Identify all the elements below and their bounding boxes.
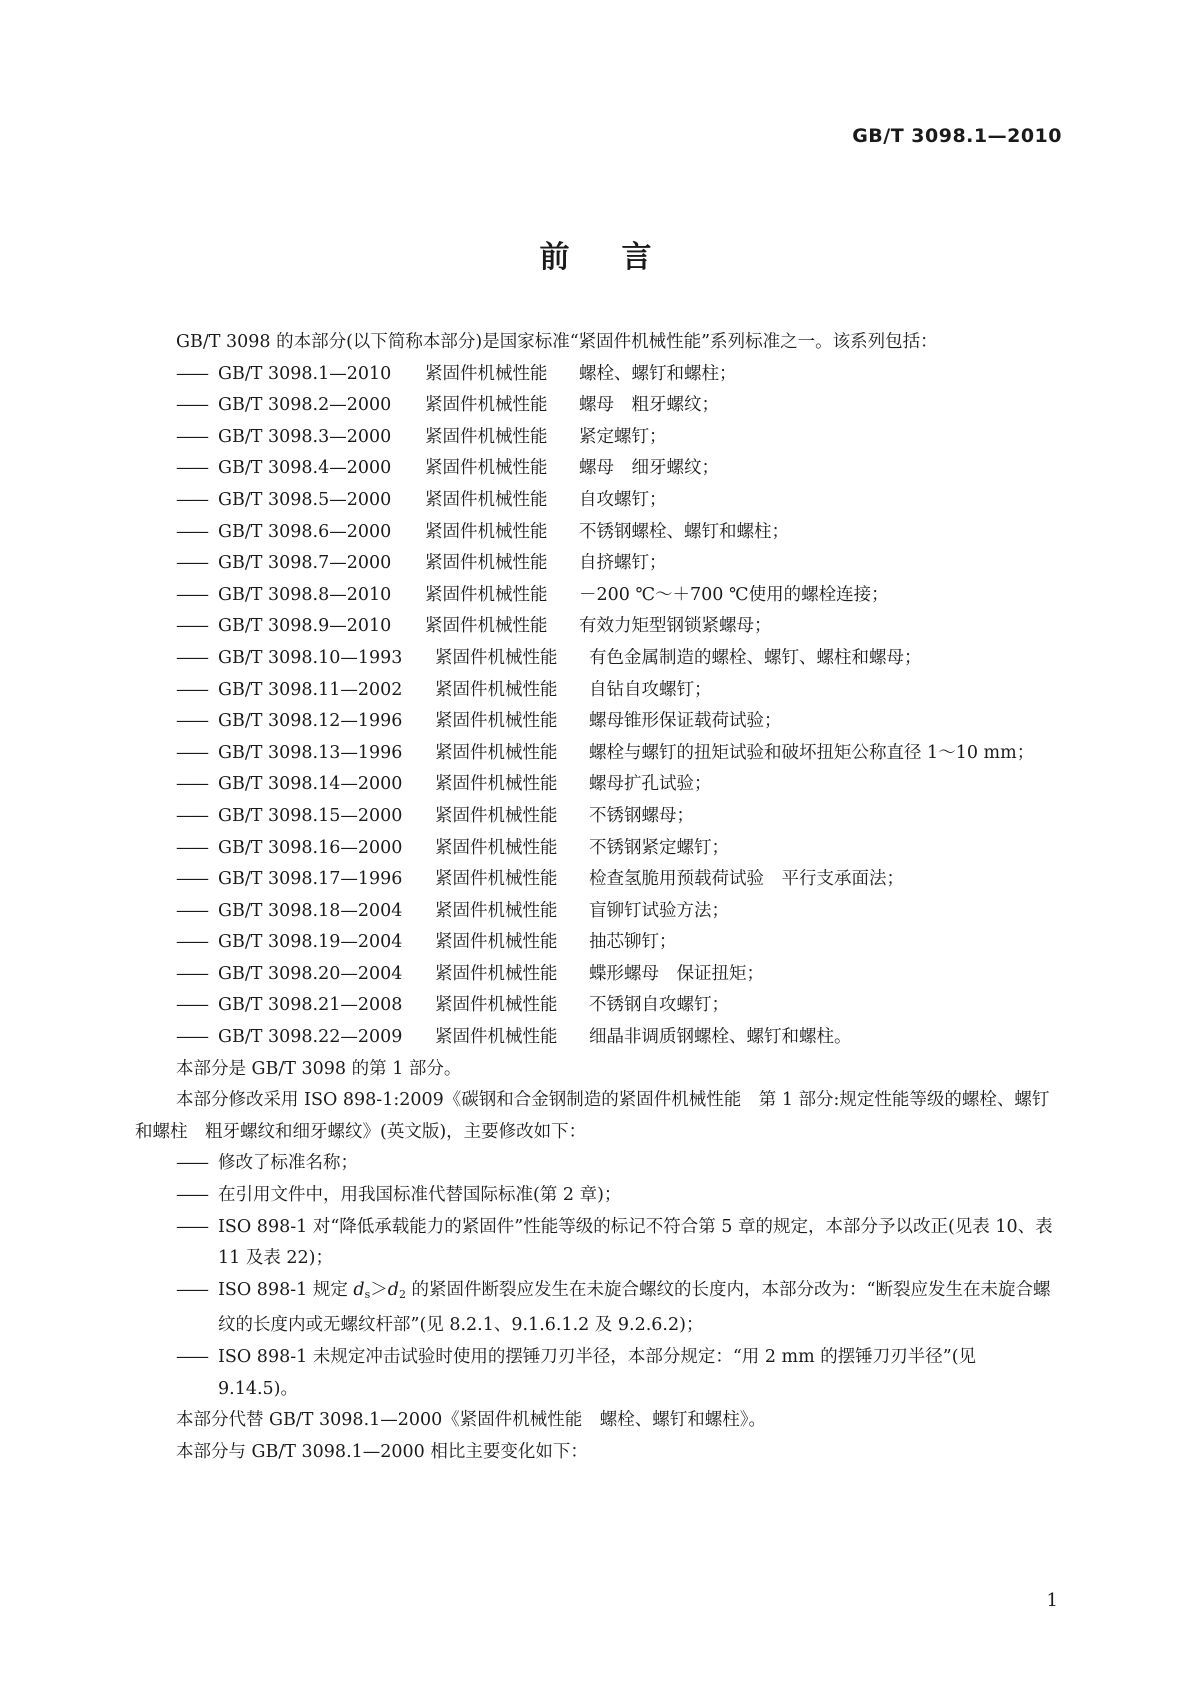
dash-marker: —— [176,932,207,953]
standard-subject: 螺母锥形保证载荷试验； [589,711,782,732]
series-item [135,864,1055,896]
series-item [135,422,1055,454]
dash-marker: —— [176,837,207,858]
series-list [135,359,1055,1054]
standard-code: GB/T 3098.1—2010 [218,363,392,384]
standard-category: 紧固件机械性能 [435,995,558,1016]
dash-marker: —— [176,363,207,384]
standard-category: 紧固件机械性能 [425,616,548,637]
standard-subject: 抽芯铆钉； [589,932,677,953]
standard-category: 紧固件机械性能 [425,426,548,447]
standard-subject: 螺母 粗牙螺纹； [579,395,719,416]
dash-marker: —— [176,1153,207,1174]
standard-code: GB/T 3098.19—2004 [218,932,403,953]
standard-category: 紧固件机械性能 [425,363,548,384]
title-char-2: 言 [621,240,652,275]
series-item [135,896,1055,928]
dash-marker: —— [176,489,207,510]
standard-subject: 自钻自攻螺钉； [589,679,712,700]
dash-marker: —— [176,458,207,479]
standard-category: 紧固件机械性能 [435,1027,558,1048]
standard-category: 紧固件机械性能 [435,932,558,953]
standard-code: GB/T 3098.21—2008 [218,995,403,1016]
changes-statement: 本部分与 GB/T 3098.1—2000 相比主要变化如下： [176,1441,588,1462]
standard-subject: －200 ℃～＋700 ℃使用的螺栓连接； [579,584,889,605]
dash-marker: —— [176,679,207,700]
modification-item [135,1180,1055,1212]
standard-code: GB/T 3098.9—2010 [218,616,392,637]
dash-marker: —— [176,711,207,732]
standard-subject: 盲铆钉试验方法； [589,900,729,921]
dash-marker: —— [176,647,207,668]
foreword-body [135,327,1055,1468]
dash-marker: —— [176,395,207,416]
modification-text-start: ISO 898-1 规定 [218,1279,354,1300]
series-item [135,927,1055,959]
standard-category: 紧固件机械性能 [435,963,558,984]
series-item [135,390,1055,422]
subscript-2: 2 [398,1287,406,1301]
modification-item [135,1148,1055,1180]
series-item [135,706,1055,738]
intro-paragraph: GB/T 3098 的本部分(以下简称本部分)是国家标准“紧固件机械性能”系列标准之一。该系列包括： [176,332,938,352]
iso-statement: 本部分修改采用 ISO 898-1:2009《碳钢和合金钢制造的紧固件机械性能 第 1 部分:规定性能等级的螺栓、螺钉和螺柱 粗牙螺纹和细牙螺纹》(英文版)，主要修改如下： [135,1090,1050,1142]
dash-marker: —— [176,995,207,1016]
standard-code: GB/T 3098.6—2000 [218,521,392,542]
standard-code: GB/T 3098.15—2000 [218,805,403,826]
series-item [135,548,1055,580]
series-item [135,643,1055,675]
dash-marker: —— [176,869,207,890]
page-number: 1 [1046,1590,1058,1611]
title-char-1: 前 [539,240,570,275]
dash-marker: —— [176,900,207,921]
series-item [135,769,1055,801]
modification-item [135,1342,1055,1405]
dash-marker: —— [176,584,207,605]
standard-code: GB/T 3098.7—2000 [218,553,392,574]
series-item [135,517,1055,549]
subscript-s: s [364,1287,371,1301]
standard-code: GB/T 3098.14—2000 [218,774,403,795]
symbol-d: d [353,1279,365,1300]
modification-item [135,1275,1055,1342]
modification-text [218,1275,1055,1342]
dash-marker: —— [176,521,207,542]
standard-subject: 细晶非调质钢螺栓、螺钉和螺柱。 [589,1027,852,1048]
series-item [135,959,1055,991]
standard-subject: 螺母 细牙螺纹； [579,458,719,479]
series-item [135,1022,1055,1054]
modification-text-end: 的紧固件断裂应发生在未旋合螺纹的长度内，本部分改为：“断裂应发生在未旋合螺纹的长度内或无螺纹杆部”(见 8.2.1、9.1.6.1.2 及 9.2.6.2)； [218,1279,1051,1336]
standard-category: 紧固件机械性能 [435,837,558,858]
standard-code: GB/T 3098.11—2002 [218,679,403,700]
standard-code: GB/T 3098.5—2000 [218,489,392,510]
series-item [135,738,1055,770]
standard-subject: 自挤螺钉； [579,553,667,574]
standard-code: GB/T 3098.4—2000 [218,458,392,479]
series-item [135,990,1055,1022]
standard-code: GB/T 3098.2—2000 [218,395,392,416]
standard-subject: 自攻螺钉； [579,489,667,510]
standard-code: GB/T 3098.20—2004 [218,963,403,984]
series-item [135,580,1055,612]
standard-subject: 不锈钢螺母； [589,805,694,826]
series-item [135,485,1055,517]
standard-category: 紧固件机械性能 [425,553,548,574]
dash-marker: —— [176,963,207,984]
standard-category: 紧固件机械性能 [425,458,548,479]
standard-code: GB/T 3098.22—2009 [218,1027,403,1048]
standard-category: 紧固件机械性能 [435,869,558,890]
standard-category: 紧固件机械性能 [435,900,558,921]
dash-marker: —— [176,1279,207,1300]
dash-marker: —— [176,1347,207,1367]
series-item [135,359,1055,391]
modification-text: 在引用文件中，用我国标准代替国际标准(第 2 章)； [218,1185,622,1206]
standard-subject: 螺栓与螺钉的扭矩试验和破坏扭矩公称直径 1～10 mm； [589,742,1035,763]
modification-text: ISO 898-1 对“降低承载能力的紧固件”性能等级的标记不符合第 5 章的规定，本部分予以改正(见表 10、表 11 及表 22)； [218,1216,1053,1269]
standard-category: 紧固件机械性能 [435,711,558,732]
modification-text: ISO 898-1 未规定冲击试验时使用的摆锤刀刃半径，本部分规定：“用 2 mm 的摆锤刀刃半径”(见 9.14.5)。 [218,1347,977,1399]
dash-marker: —— [176,774,207,795]
series-item [135,833,1055,865]
standard-code: GB/T 3098.3—2000 [218,426,392,447]
greater-than-sign: ＞ [370,1279,388,1300]
standard-category: 紧固件机械性能 [425,489,548,510]
standard-code: GB/T 3098.12—1996 [218,711,403,732]
standard-subject: 有色金属制造的螺栓、螺钉、螺柱和螺母； [589,647,922,668]
standard-code: GB/T 3098.17—1996 [218,869,403,890]
standard-code-header: GB/T 3098.1—2010 [852,125,1062,147]
standard-category: 紧固件机械性能 [435,805,558,826]
standard-subject: 不锈钢螺栓、螺钉和螺柱； [579,521,789,542]
dash-marker: —— [176,616,207,637]
page-title [0,232,1191,276]
dash-marker: —— [176,553,207,574]
standard-category: 紧固件机械性能 [435,647,558,668]
replace-statement: 本部分代替 GB/T 3098.1—2000《紧固件机械性能 螺栓、螺钉和螺柱》。 [176,1410,767,1431]
dash-marker: —— [176,805,207,826]
standard-code: GB/T 3098.16—2000 [218,837,403,858]
series-item [135,453,1055,485]
standard-code: GB/T 3098.10—1993 [218,647,403,668]
dash-marker: —— [176,426,207,447]
standard-subject: 有效力矩型钢锁紧螺母； [579,616,772,637]
series-item [135,611,1055,643]
standard-subject: 紧定螺钉； [579,426,667,447]
series-item [135,675,1055,707]
dash-marker: —— [176,1185,207,1206]
standard-category: 紧固件机械性能 [435,742,558,763]
standard-subject: 不锈钢自攻螺钉； [589,995,729,1016]
dash-marker: —— [176,1216,207,1237]
standard-subject: 螺栓、螺钉和螺柱； [579,363,737,384]
series-item [135,801,1055,833]
standard-category: 紧固件机械性能 [425,395,548,416]
modification-item [135,1212,1055,1275]
part-statement: 本部分是 GB/T 3098 的第 1 部分。 [176,1058,462,1079]
standard-code: GB/T 3098.13—1996 [218,742,403,763]
standard-category: 紧固件机械性能 [435,679,558,700]
standard-category: 紧固件机械性能 [425,521,548,542]
standard-category: 紧固件机械性能 [435,774,558,795]
dash-marker: —— [176,1027,207,1048]
standard-subject: 蝶形螺母 保证扭矩； [589,963,764,984]
standard-subject: 不锈钢紧定螺钉； [589,837,729,858]
symbol-d-2: d [387,1279,399,1300]
standard-code: GB/T 3098.8—2010 [218,584,392,605]
standard-subject: 螺母扩孔试验； [589,774,712,795]
standard-subject: 检查氢脆用预载荷试验 平行支承面法； [589,869,904,890]
modification-text: 修改了标准名称； [218,1153,358,1174]
standard-category: 紧固件机械性能 [425,584,548,605]
standard-code: GB/T 3098.18—2004 [218,900,403,921]
dash-marker: —— [176,742,207,763]
